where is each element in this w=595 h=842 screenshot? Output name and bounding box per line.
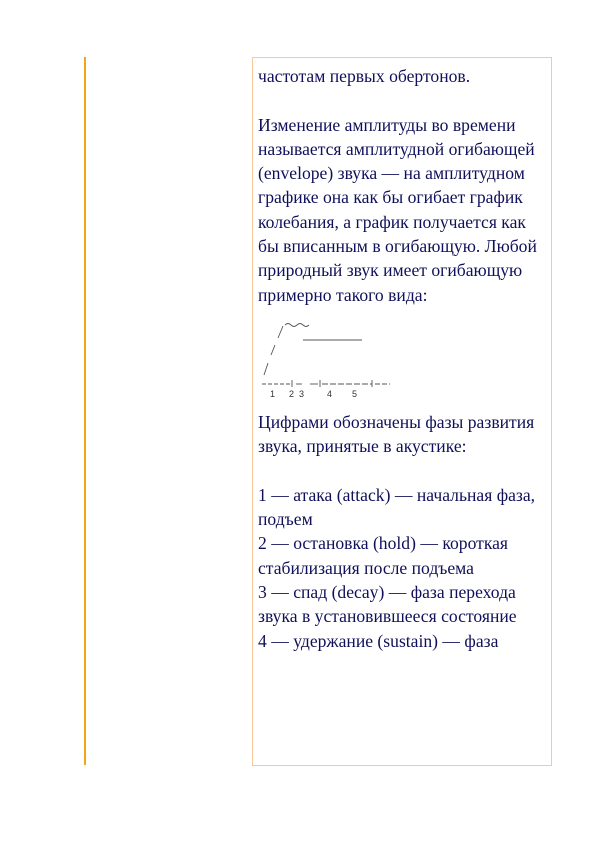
- attack-stroke-2: [271, 345, 275, 355]
- attack-stroke-3: [278, 326, 283, 338]
- phase-item-sustain: 4 — удержание (sustain) — фаза: [258, 630, 499, 651]
- text-frame: [252, 57, 552, 766]
- phase-number-5: 5: [352, 388, 358, 399]
- paragraph-envelope: Изменение амплитуды во времени называется амплитудной огибающей (envelope) звука — на амплитудном графике она как бы огибает график колебания, а график получается как бы вписанным в огибающую. Любой природный звук имеет огибающую примерно такого вида:: [258, 114, 537, 305]
- phase-number-1: 1: [270, 388, 276, 399]
- envelope-ascii-diagram: [258, 313, 547, 408]
- spacer: [258, 88, 547, 112]
- left-margin-rule: [84, 57, 86, 765]
- phase-number-3: 3: [299, 388, 305, 399]
- envelope-sketch: [258, 313, 418, 408]
- paragraph-phases-intro: Цифрами обозначены фазы развития звука, принятые в акустике:: [258, 411, 535, 457]
- phase-item-attack: 1 — атака (attack) — начальная фаза, подъем: [258, 484, 536, 530]
- phase-number-4: 4: [327, 388, 333, 399]
- phase-item-hold: 2 — остановка (hold) — короткая стабилизация после подъема: [258, 533, 509, 578]
- paragraph-overtones: частотам первых обертонов.: [258, 66, 471, 86]
- phase-item-decay: 3 — спад (decay) — фаза перехода звука в установившееся состояние: [258, 582, 517, 627]
- phase-number-2: 2: [289, 388, 295, 399]
- attack-stroke-1: [264, 363, 268, 375]
- hold-decay-wiggle: [285, 323, 309, 326]
- spacer: [258, 459, 547, 483]
